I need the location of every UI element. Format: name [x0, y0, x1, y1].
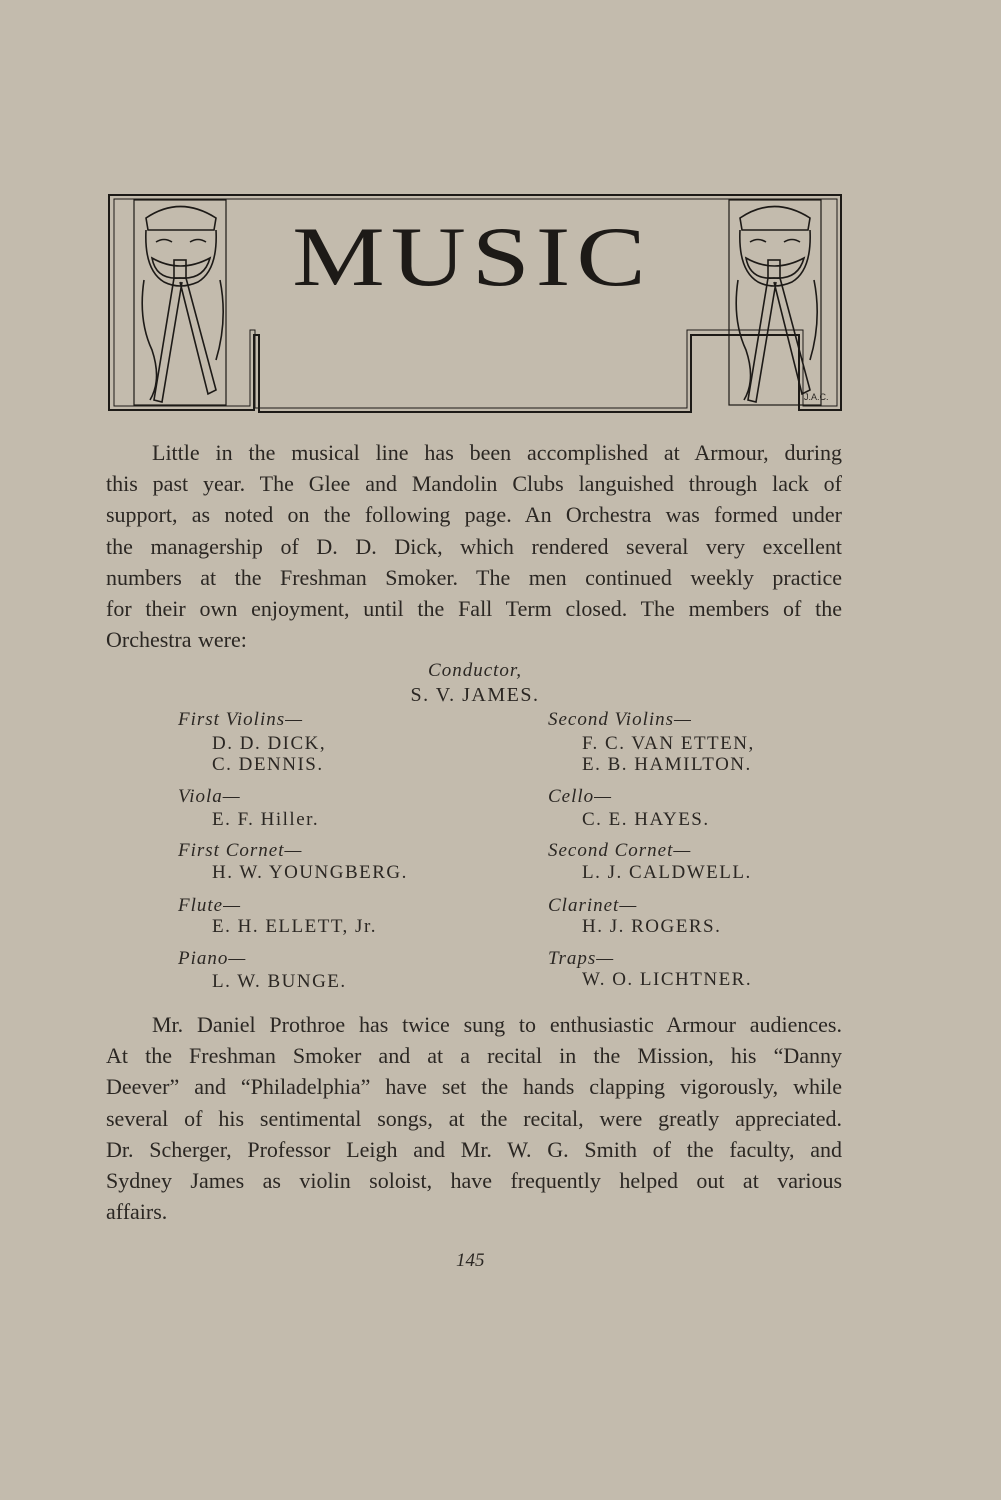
page-title: MUSIC — [292, 209, 652, 304]
text-line: this past year. The Glee and Mandolin Clubs languished through lack of — [106, 471, 842, 497]
text-line: the managership of D. D. Dick, which rendered several very excellent — [106, 533, 842, 559]
member-name: D. D. DICK, — [212, 733, 327, 754]
closing-paragraph — [106, 1009, 842, 1227]
role-second-cornet: Second Cornet— — [548, 840, 692, 861]
role-piano: Piano— — [178, 948, 247, 969]
member-name: E. B. HAMILTON. — [582, 754, 752, 775]
text-line: Dr. Scherger, Professor Leigh and Mr. W. G. Smith of the faculty, and — [106, 1136, 842, 1162]
role-traps: Traps— — [548, 948, 615, 969]
intro-paragraph — [106, 437, 842, 655]
member-name: E. F. Hiller. — [212, 809, 320, 830]
page-number: 145 — [456, 1250, 485, 1271]
music-header-illustration — [104, 190, 846, 420]
text-line: Sydney James as violin soloist, have frequently helped out at various — [106, 1167, 842, 1193]
member-name: H. J. ROGERS. — [582, 916, 722, 937]
role-first-cornet: First Cornet— — [178, 840, 303, 861]
role-clarinet: Clarinet— — [548, 895, 638, 916]
text-line: Orchestra were: — [106, 627, 247, 653]
role-first-violins: First Violins— — [178, 709, 304, 730]
role-flute: Flute— — [178, 895, 241, 916]
mask-right-icon — [736, 207, 817, 403]
member-name: F. C. VAN ETTEN, — [582, 733, 755, 754]
conductor-label: Conductor, — [428, 660, 522, 681]
role-cello: Cello— — [548, 786, 613, 807]
member-name: H. W. YOUNGBERG. — [212, 862, 408, 883]
member-name: C. E. HAYES. — [582, 809, 710, 830]
text-line: Mr. Daniel Prothroe has twice sung to enthusiastic Armour audiences. — [152, 1012, 842, 1037]
role-viola: Viola— — [178, 786, 241, 807]
member-name: W. O. LICHTNER. — [582, 969, 753, 990]
member-name: L. W. BUNGE. — [212, 971, 347, 992]
text-line: several of his sentimental songs, at the recital, were greatly appreciated. — [106, 1105, 842, 1131]
conductor-name: S. V. JAMES. — [410, 684, 540, 706]
text-line: Deever” and “Philadelphia” have set the hands clapping vigorously, while — [106, 1074, 842, 1100]
role-second-violins: Second Violins— — [548, 709, 692, 730]
member-name: E. H. ELLETT, Jr. — [212, 916, 377, 937]
text-line: affairs. — [106, 1199, 168, 1225]
member-name: C. DENNIS. — [212, 754, 324, 775]
text-line: At the Freshman Smoker and at a recital in the Mission, his “Danny — [106, 1043, 842, 1069]
text-line: numbers at the Freshman Smoker. The men continued weekly practice — [106, 564, 842, 590]
text-line: for their own enjoyment, until the Fall Term closed. The members of the — [106, 595, 842, 621]
mask-left-icon — [142, 207, 223, 403]
text-line: support, as noted on the following page. An Orchestra was formed under — [106, 502, 842, 528]
member-name: L. J. CALDWELL. — [582, 862, 752, 883]
text-line: Little in the musical line has been accomplished at Armour, during — [152, 440, 842, 465]
artist-initials: J.A.C. — [804, 392, 829, 402]
